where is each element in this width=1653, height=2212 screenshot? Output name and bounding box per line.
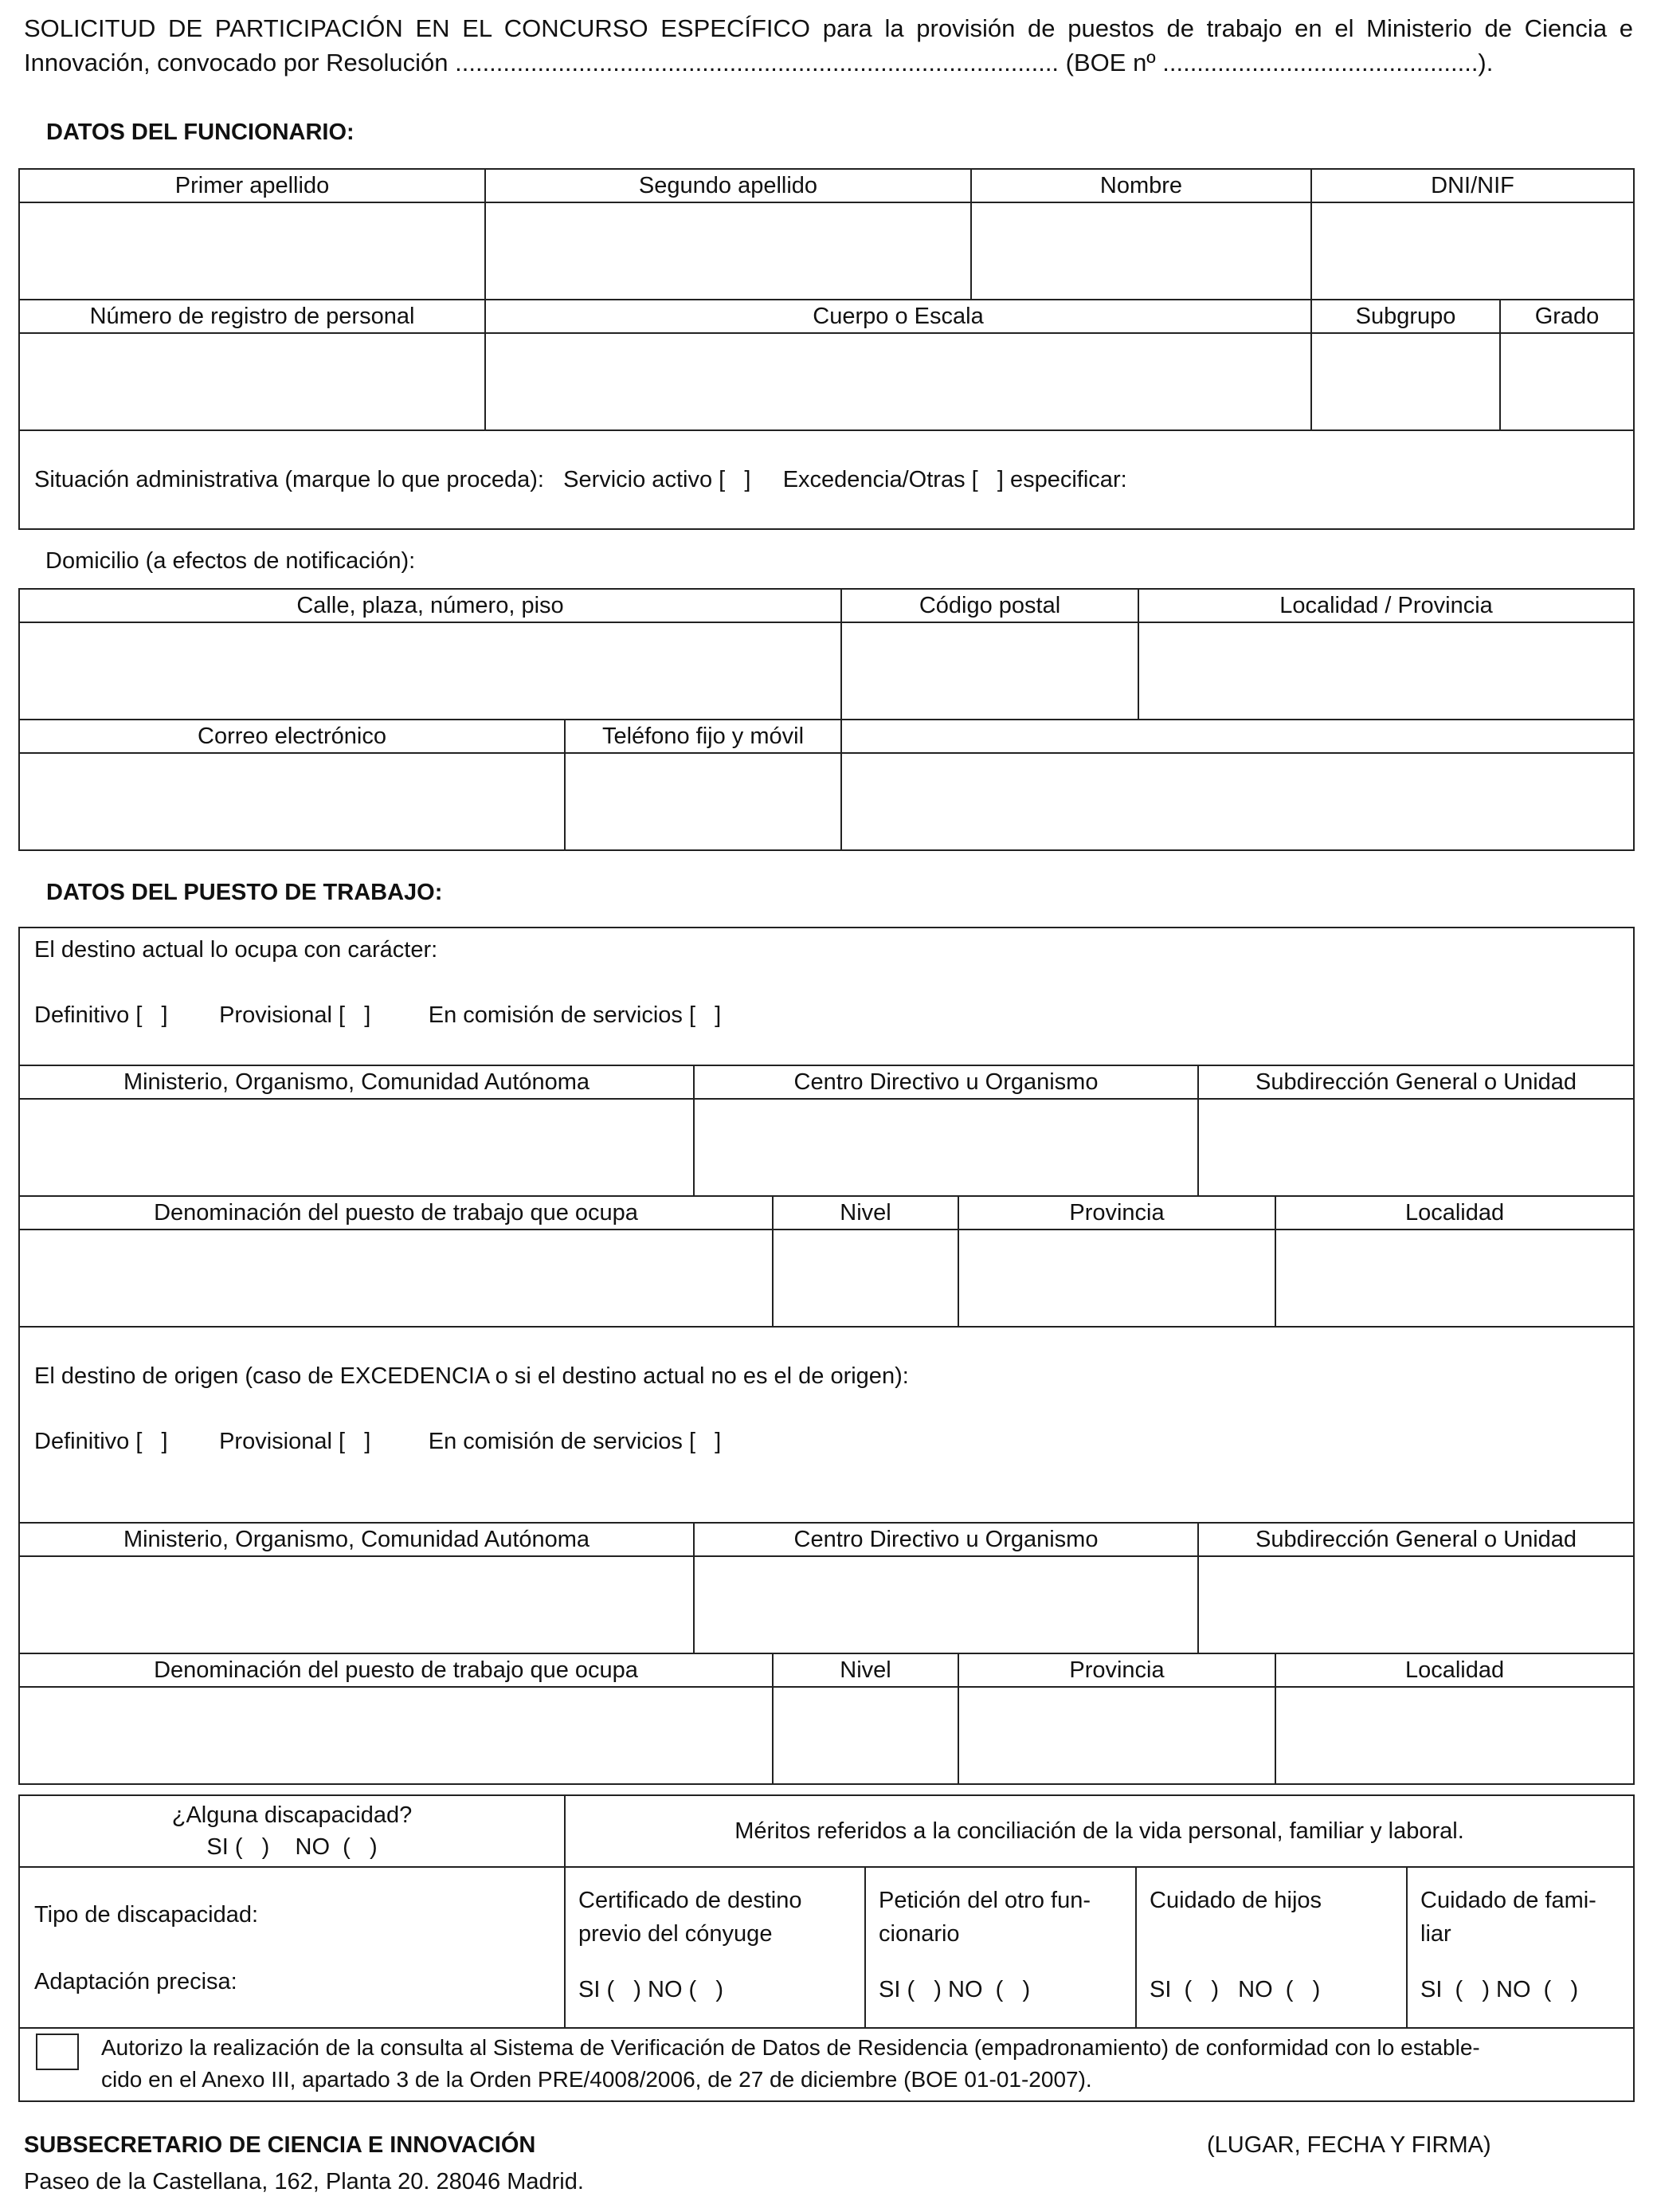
merito-cuidado-familiar [1407,1867,1634,2028]
header-centro-origen: Centro Directivo u Organismo [694,1523,1198,1556]
merito-otro-funcionario-opciones[interactable]: SI ( ) NO ( ) [879,1977,1031,2002]
merito-conyuge-label-2: previo del cónyuge [578,1921,773,1947]
merito-conyuge [565,1867,865,2028]
domicilio-label: Domicilio (a efectos de notificación): [45,548,416,574]
merito-cuidado-familiar-opciones[interactable]: SI ( ) NO ( ) [1420,1977,1579,2002]
primer-apellido-field[interactable] [19,202,485,300]
correo-field[interactable] [19,753,565,850]
codigo-postal-field[interactable] [841,622,1138,720]
destino-origen-opciones[interactable]: Definitivo [ ] Provisional [ ] En comisión de servicios [ ] [34,1429,722,1454]
destino-origen-label: El destino de origen (caso de EXCEDENCIA o si el destino actual no es el de origen): [34,1363,909,1389]
dni-field[interactable] [1311,202,1634,300]
section-funcionario-title: DATOS DEL FUNCIONARIO: [46,120,354,145]
merito-cuidado-hijos [1136,1867,1407,2028]
destinatario: SUBSECRETARIO DE CIENCIA E INNOVACIÓN [24,2132,536,2158]
telefono-field[interactable] [565,753,841,850]
header-localidad-puesto: Localidad [1275,1196,1634,1230]
registro-field[interactable] [19,333,485,430]
domicilio-table [18,588,1635,851]
header-empty [841,720,1634,753]
calle-field[interactable] [19,622,841,720]
header-ministerio: Ministerio, Organismo, Comunidad Autónoma [19,1065,694,1099]
funcionario-table [18,168,1635,530]
subdireccion-origen-field[interactable] [1198,1556,1634,1653]
merito-conyuge-label-1: Certificado de destino [578,1888,802,1913]
denominacion-field[interactable] [19,1230,773,1327]
section-puesto-title: DATOS DEL PUESTO DE TRABAJO: [46,880,443,905]
localidad-puesto-field[interactable] [1275,1230,1634,1327]
otro-field[interactable] [841,753,1634,850]
discapacidad-table [18,1794,1635,2102]
nombre-field[interactable] [971,202,1311,300]
localidad-field[interactable] [1138,622,1634,720]
header-nivel: Nivel [773,1196,958,1230]
form-intro [24,11,1633,80]
discapacidad-pregunta-cell [19,1795,565,1867]
destino-actual-opciones[interactable]: Definitivo [ ] Provisional [ ] En comisión de servicios [ ] [34,1002,722,1028]
header-telefono: Teléfono fijo y móvil [565,720,841,753]
header-provincia: Provincia [958,1196,1275,1230]
tipo-adaptacion-cell[interactable] [19,1867,565,2028]
merito-conyuge-opciones[interactable]: SI ( ) NO ( ) [578,1977,724,2002]
destino-actual-label: El destino actual lo ocupa con carácter: [34,937,438,963]
situacion-administrativa[interactable]: Situación administrativa (marque lo que proceda): Servicio activo [ ] Excedencia/Otras [ ] especificar: [19,430,1634,529]
merito-cuidado-hijos-opciones[interactable]: SI ( ) NO ( ) [1150,1977,1321,2002]
header-grado: Grado [1500,300,1634,333]
header-denominacion: Denominación del puesto de trabajo que ocupa [19,1196,773,1230]
header-subgrupo: Subgrupo [1311,300,1500,333]
header-provincia-origen: Provincia [958,1653,1275,1687]
header-calle: Calle, plaza, número, piso [19,589,841,622]
header-localidad: Localidad / Provincia [1138,589,1634,622]
autorizo-checkbox[interactable] [36,2034,79,2070]
destino-origen-block [19,1327,1634,1523]
autorizo-cell [19,2028,1634,2101]
header-subdireccion: Subdirección General o Unidad [1198,1065,1634,1099]
header-cuerpo: Cuerpo o Escala [485,300,1311,333]
localidad-origen-field[interactable] [1275,1687,1634,1784]
centro-field[interactable] [694,1099,1198,1196]
merito-otro-funcionario-label-1: Petición del otro fun- [879,1888,1091,1913]
header-ministerio-origen: Ministerio, Organismo, Comunidad Autónoma [19,1523,694,1556]
autorizo-text-2: cido en el Anexo III, apartado 3 de la Orden PRE/4008/2006, de 27 de diciembre (BOE 01-01-2007). [101,2067,1092,2092]
header-registro: Número de registro de personal [19,300,485,333]
subdireccion-field[interactable] [1198,1099,1634,1196]
nivel-field[interactable] [773,1230,958,1327]
header-nivel-origen: Nivel [773,1653,958,1687]
meritos-title: Méritos referidos a la conciliación de la vida personal, familiar y laboral. [565,1795,1634,1867]
merito-cuidado-familiar-label-1: Cuidado de fami- [1420,1888,1596,1913]
merito-otro-funcionario-label-2: cionario [879,1921,960,1947]
grado-field[interactable] [1500,333,1634,430]
nivel-origen-field[interactable] [773,1687,958,1784]
provincia-field[interactable] [958,1230,1275,1327]
header-localidad-origen: Localidad [1275,1653,1634,1687]
header-segundo-apellido: Segundo apellido [485,169,971,202]
merito-cuidado-hijos-label-1: Cuidado de hijos [1150,1888,1322,1913]
segundo-apellido-field[interactable] [485,202,971,300]
provincia-origen-field[interactable] [958,1687,1275,1784]
header-dni: DNI/NIF [1311,169,1634,202]
header-denominacion-origen: Denominación del puesto de trabajo que ocupa [19,1653,773,1687]
header-codigo-postal: Código postal [841,589,1138,622]
intro-line-1: SOLICITUD DE PARTICIPACIÓN EN EL CONCURSO ESPECÍFICO para la provisión de puestos de trabajo en el Ministerio de Ciencia e [24,14,1633,42]
intro-line-2: Innovación, convocado por Resolución ........................................................................................ (BOE nº ..............................................). [24,49,1494,76]
direccion: Paseo de la Castellana, 162, Planta 20. 28046 Madrid. [24,2169,584,2194]
lugar-fecha-firma: (LUGAR, FECHA Y FIRMA) [1207,2132,1491,2158]
header-centro: Centro Directivo u Organismo [694,1065,1198,1099]
header-subdireccion-origen: Subdirección General o Unidad [1198,1523,1634,1556]
autorizo-text-1: Autorizo la realización de la consulta al Sistema de Verificación de Datos de Residencia (empadronamiento) de conformidad con lo estable- [101,2035,1480,2060]
header-correo: Correo electrónico [19,720,565,753]
cuerpo-field[interactable] [485,333,1311,430]
header-primer-apellido: Primer apellido [19,169,485,202]
merito-cuidado-familiar-label-2: liar [1420,1921,1451,1947]
header-nombre: Nombre [971,169,1311,202]
destino-actual-block [19,928,1634,1065]
tipo-discapacidad-label: Tipo de discapacidad: [34,1902,259,1928]
discapacidad-opciones[interactable]: SI ( ) NO ( ) [206,1834,378,1860]
ministerio-field[interactable] [19,1099,694,1196]
subgrupo-field[interactable] [1311,333,1500,430]
discapacidad-pregunta: ¿Alguna discapacidad? [171,1802,413,1828]
ministerio-origen-field[interactable] [19,1556,694,1653]
puesto-table [18,927,1635,1785]
centro-origen-field[interactable] [694,1556,1198,1653]
adaptacion-label: Adaptación precisa: [34,1969,237,1994]
merito-otro-funcionario [865,1867,1136,2028]
denominacion-origen-field[interactable] [19,1687,773,1784]
merito-cuidado-hijos-label-2 [1150,1917,1393,1951]
